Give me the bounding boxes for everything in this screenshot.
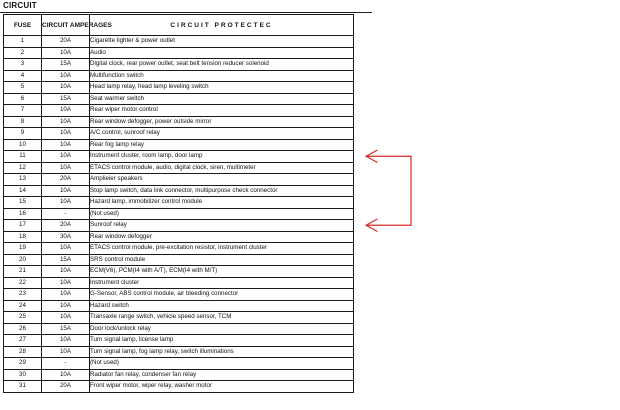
fuse-number: 11: [4, 151, 42, 163]
circuit-description: Rear window defogger: [90, 231, 354, 243]
fuse-number: 1: [4, 36, 42, 48]
fuse-amperage: 10A: [42, 116, 90, 128]
fuse-number: 22: [4, 277, 42, 289]
circuit-description: A/C control, sunroof relay: [90, 128, 354, 140]
circuit-description: Audio: [90, 47, 354, 59]
fuse-amperage: 10A: [42, 151, 90, 163]
fuse-number: 6: [4, 93, 42, 105]
fuse-number: 5: [4, 82, 42, 94]
fuse-number: 24: [4, 300, 42, 312]
fuse-number: 30: [4, 369, 42, 381]
fuse-number: 3: [4, 59, 42, 71]
circuit-description: Sunroof relay: [90, 220, 354, 232]
fuse-amperage: 15A: [42, 93, 90, 105]
column-header-amperages: CIRCUIT AMPERAGES: [42, 15, 90, 36]
fuse-number: 25: [4, 312, 42, 324]
fuse-amperage: 10A: [42, 185, 90, 197]
circuit-description: Rear fog lamp relay: [90, 139, 354, 151]
circuit-description: Seat warmer switch: [90, 93, 354, 105]
circuit-description: Turn signal lamp, license lamp: [90, 335, 354, 347]
fuse-number: 7: [4, 105, 42, 117]
circuit-description: Radiator fan relay, condenser fan relay: [90, 369, 354, 381]
fuse-amperage: 10A: [42, 277, 90, 289]
circuit-description: Door lock/unlock relay: [90, 323, 354, 335]
circuit-description: Cigarette lighter & power outlet: [90, 36, 354, 48]
fuse-number: 15: [4, 197, 42, 209]
fuse-amperage: 10A: [42, 266, 90, 278]
fuse-number: 20: [4, 254, 42, 266]
fuse-number: 19: [4, 243, 42, 255]
circuit-description: Instrument cluster, room lamp, door lamp: [90, 151, 354, 163]
fuse-amperage: 10A: [42, 369, 90, 381]
circuit-description: Instrument cluster: [90, 277, 354, 289]
circuit-description: Head lamp relay, head lamp leveling switch: [90, 82, 354, 94]
fuse-amperage: -: [42, 208, 90, 220]
circuit-description: (Not used): [90, 358, 354, 370]
circuit-description: (Not used): [90, 208, 354, 220]
fuse-amperage: 10A: [42, 82, 90, 94]
fuse-amperage: 20A: [42, 220, 90, 232]
circuit-description: Digital clock, rear power outlet, seat belt tension reducer solenoid: [90, 59, 354, 71]
fuse-number: 13: [4, 174, 42, 186]
fuse-number: 28: [4, 346, 42, 358]
fuse-amperage: 15A: [42, 254, 90, 266]
circuit-description: Multifunction switch: [90, 70, 354, 82]
fuse-amperage: 30A: [42, 231, 90, 243]
fuse-amperage: 15A: [42, 59, 90, 71]
fuse-amperage: 10A: [42, 139, 90, 151]
fuse-number: 31: [4, 381, 42, 393]
fuse-amperage: 10A: [42, 335, 90, 347]
fuse-amperage: -: [42, 358, 90, 370]
fuse-number: 17: [4, 220, 42, 232]
page-title: CIRCUIT: [3, 1, 37, 10]
fuse-number: 2: [4, 47, 42, 59]
circuit-description: SRS control module: [90, 254, 354, 266]
fuse-amperage: 10A: [42, 346, 90, 358]
fuse-amperage: 10A: [42, 162, 90, 174]
fuse-number: 27: [4, 335, 42, 347]
circuit-description: Stop lamp switch, data link connector, multipurpose check connector: [90, 185, 354, 197]
fuse-amperage: 20A: [42, 174, 90, 186]
circuit-description: Amplieier speakers: [90, 174, 354, 186]
column-header-circuit: CIRCUIT PROTECTEC: [90, 15, 354, 36]
fuse-amperage: 10A: [42, 47, 90, 59]
fuse-number: 23: [4, 289, 42, 301]
fuse-number: 21: [4, 266, 42, 278]
circuit-description: ETACS control module, audio, digital clock, siren, multimeter: [90, 162, 354, 174]
column-header-fuse: FUSE: [4, 15, 42, 36]
fuse-number: 12: [4, 162, 42, 174]
fuse-number: 9: [4, 128, 42, 140]
fuse-amperage: 10A: [42, 197, 90, 209]
circuit-description: ETACS control module, pre-excitation resistor, instrument cluster: [90, 243, 354, 255]
fuse-amperage: 15A: [42, 323, 90, 335]
fuse-number: 29: [4, 358, 42, 370]
circuit-description: Turn signal lamp, fog lamp relay, switch illuminations: [90, 346, 354, 358]
circuit-description: Hazard switch: [90, 300, 354, 312]
fuse-number: 10: [4, 139, 42, 151]
fuse-amperage: 10A: [42, 128, 90, 140]
fuse-amperage: 20A: [42, 381, 90, 393]
fuse-amperage: 10A: [42, 289, 90, 301]
fuse-amperage: 10A: [42, 300, 90, 312]
circuit-description: ECM(V6), PCM(I4 with A/T), ECM(I4 with M/T): [90, 266, 354, 278]
fuse-number: 16: [4, 208, 42, 220]
circuit-description: Front wiper motor, wiper relay, washer motor: [90, 381, 354, 393]
fuse-amperage: 20A: [42, 36, 90, 48]
fuse-number: 18: [4, 231, 42, 243]
circuit-description: Rear window defogger, power outside mirror: [90, 116, 354, 128]
fuse-number: 8: [4, 116, 42, 128]
fuse-number: 14: [4, 185, 42, 197]
circuit-description: G-Sensor, ABS control module, air bleeding connector: [90, 289, 354, 301]
fuse-amperage: 10A: [42, 312, 90, 324]
circuit-description: Transaxle range switch, vehicle speed sensor, TCM: [90, 312, 354, 324]
circuit-description: Hazard lamp, immobilizer control module: [90, 197, 354, 209]
circuit-description: Rear wiper motor control: [90, 105, 354, 117]
fuse-amperage: 10A: [42, 243, 90, 255]
fuse-number: 26: [4, 323, 42, 335]
fuse-number: 4: [4, 70, 42, 82]
fuse-amperage: 10A: [42, 70, 90, 82]
fuse-amperage: 10A: [42, 105, 90, 117]
